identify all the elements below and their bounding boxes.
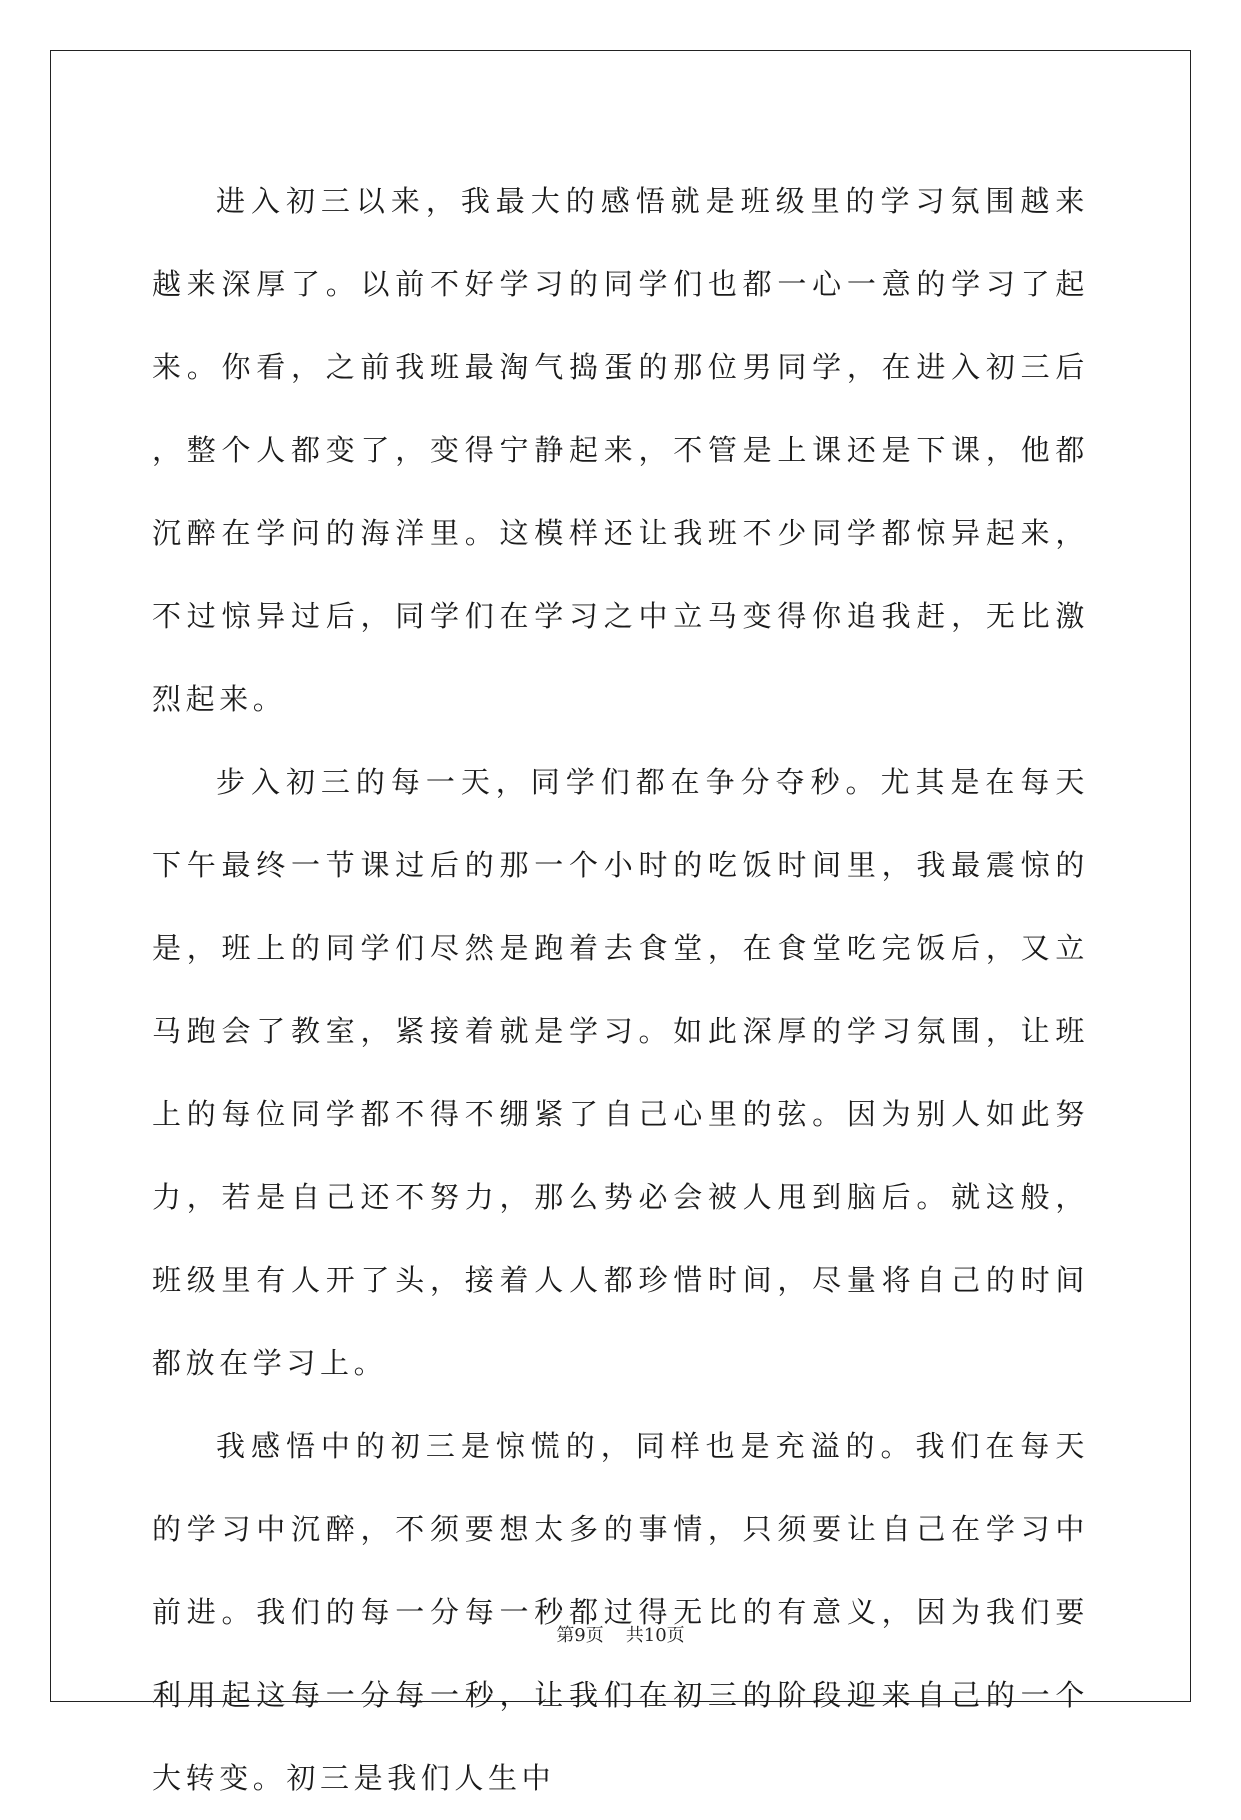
- paragraph-1: 进入初三以来，我最大的感悟就是班级里的学习氛围越来越来深厚了。以前不好学习的同学们也都一心一意的学习了起来。你看，之前我班最淘气捣蛋的那位男同学，在进入初三后，整个人都变了，变得宁静起来，不管是上课还是下课，他都沉醉在学问的海洋里。这模样还让我班不少同学都惊异起来，不过惊异过后，同学们在学习之中立马变得你追我赶，无比激烈起来。: [152, 184, 1089, 716]
- page-footer: [0, 1624, 1241, 1648]
- paragraph-3: 我感悟中的初三是惊慌的，同样也是充溢的。我们在每天的学习中沉醉，不须要想太多的事情，只须要让自己在学习中前进。我们的每一分每一秒都过得无比的有意义，因为我们要利用起这每一分每一秒，让我们在初三的阶段迎来自己的一个大转变。初三是我们人生中: [152, 1429, 1089, 1795]
- document-body: [152, 160, 1089, 1820]
- paragraph-2: 步入初三的每一天，同学们都在争分夺秒。尤其是在每天下午最终一节课过后的那一个小时的吃饭时间里，我最震惊的是，班上的同学们尽然是跑着去食堂，在食堂吃完饭后，又立马跑会了教室，紧接着就是学习。如此深厚的学习氛围，让班上的每位同学都不得不绷紧了自己心里的弦。因为别人如此努力，若是自己还不努力，那么势必会被人甩到脑后。就这般，班级里有人开了头，接着人人都珍惜时间，尽量将自己的时间都放在学习上。: [152, 765, 1089, 1380]
- page-number: 第9页: [556, 1625, 604, 1646]
- page-total: 共10页: [625, 1625, 685, 1646]
